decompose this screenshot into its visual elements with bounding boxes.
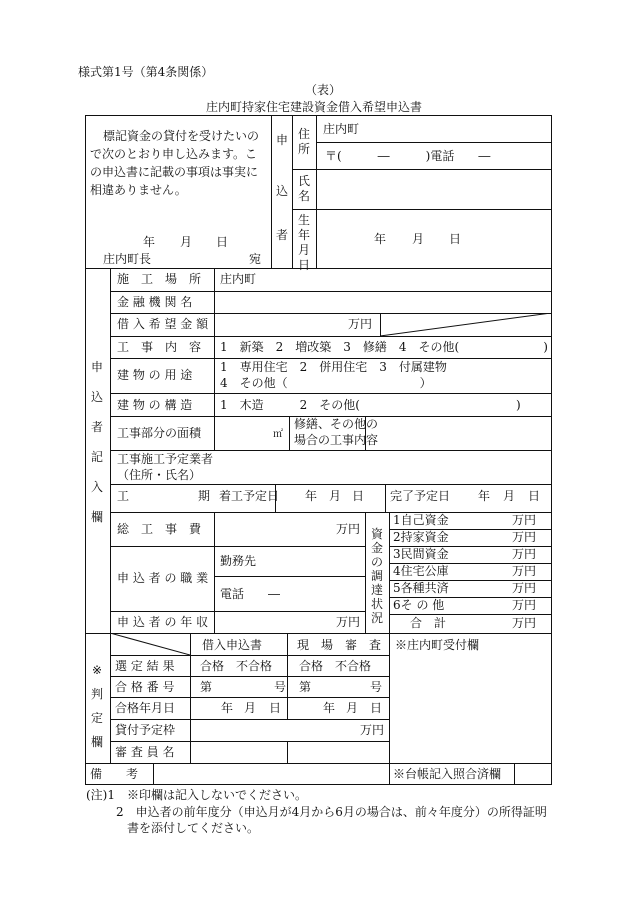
start-day: 日 xyxy=(352,489,365,503)
side-label: （表） xyxy=(305,83,342,97)
funding-unit: 万円 xyxy=(512,616,537,630)
date-year-label: 年 xyxy=(143,235,156,249)
funding-item: 4住宅公庫 xyxy=(393,564,449,578)
loan-label: 借 入 希 望 金 額 xyxy=(117,317,209,331)
pass-date-year: 年 xyxy=(323,701,336,715)
ledger-label: ※台帳記入照合済欄 xyxy=(393,767,502,781)
site-value: 庄内町 xyxy=(220,272,257,286)
postal-phone-field[interactable]: 〒( ― )電話 ― xyxy=(325,149,491,163)
funding-item: 5各種共済 xyxy=(393,581,449,595)
funding-unit: 万円 xyxy=(512,598,537,612)
pass-date-day: 日 xyxy=(269,701,282,715)
note: 2 申込者の前年度分（申込月が4月から6月の場合は、前々年度分）の所得証明 xyxy=(116,805,547,819)
income-label: 申 込 者 の 年 収 xyxy=(117,615,209,629)
applicant-label: 申 xyxy=(275,133,288,147)
dob-label: 生 年 月 日 xyxy=(297,213,310,272)
funding-unit: 万円 xyxy=(512,581,537,595)
period-label: 工 xyxy=(117,489,130,503)
note: (注)1 ※印欄は記入しないでください。 xyxy=(86,788,307,802)
phone-label: 電話 ― xyxy=(220,587,281,601)
remarks-label: 備 考 xyxy=(90,767,139,781)
end-day: 日 xyxy=(528,489,541,503)
occupation-label: 申 込 者 の 職 業 xyxy=(117,571,209,585)
pass-date-label: 合格年月日 xyxy=(115,701,176,715)
application-text-line: 相違ありません。 xyxy=(90,183,187,197)
entry-section-label: 申 込 者 記 入 欄 xyxy=(90,360,103,524)
town-receipt-label: ※庄内町受付欄 xyxy=(395,638,480,652)
date-month-label: 月 xyxy=(180,235,193,249)
usage-options-line2[interactable]: 4 その他（ ） xyxy=(220,376,432,390)
pass-date-month: 月 xyxy=(244,701,257,715)
site-label: 施 工 場 所 xyxy=(117,272,202,286)
area-unit: ㎡ xyxy=(273,429,283,440)
funding-item: 6そ の 他 xyxy=(393,598,445,612)
usage-label: 建 物 の 用 途 xyxy=(117,368,193,382)
pass-fail: 合格 不合格 xyxy=(299,659,372,673)
usage-options-line1[interactable]: 1 専用住宅 2 併用住宅 3 付属建物 xyxy=(220,360,447,374)
applicant-label: 込 xyxy=(275,184,288,198)
name-label: 氏 名 xyxy=(297,174,310,203)
area-label: 工事部分の面積 xyxy=(117,426,202,440)
funding-item: 2持家資金 xyxy=(393,530,449,544)
dob-year: 年 xyxy=(374,232,387,246)
structure-label: 建 物 の 構 造 xyxy=(117,398,193,412)
application-text-line: 標記資金の貸付を受けたいの xyxy=(103,129,260,143)
end-year: 年 xyxy=(478,489,491,503)
period-label: 期 xyxy=(198,489,211,503)
loan-plan-label: 貸付予定枠 xyxy=(115,723,176,737)
funding-label: 資 金 の 調 達 状 況 xyxy=(370,527,383,625)
diagonal-slash xyxy=(110,633,190,655)
workplace-label: 勤務先 xyxy=(220,554,257,568)
addressee-suffix: 宛 xyxy=(249,252,262,266)
start-year: 年 xyxy=(305,489,318,503)
applicant-label: 者 xyxy=(275,228,288,242)
repair-label: 修繕、その他の xyxy=(294,417,379,431)
loan-unit: 万円 xyxy=(348,317,373,331)
judgment-section-label: ※ 判 定 欄 xyxy=(90,663,103,749)
pass-date-day: 日 xyxy=(370,701,383,715)
funding-unit: 万円 xyxy=(512,547,537,561)
application-text-line: で次のとおり申し込みます。こ xyxy=(90,147,258,161)
funding-unit: 万円 xyxy=(512,564,537,578)
dob-day: 日 xyxy=(449,232,462,246)
structure-options[interactable]: 1 木造 2 その他( ) xyxy=(220,398,521,412)
funding-unit: 万円 xyxy=(512,530,537,544)
work-options[interactable]: 1 新築 2 増改築 3 修繕 4 その他( ) xyxy=(220,340,548,354)
funding-total: 合 計 xyxy=(410,616,447,630)
number-prefix: 第 xyxy=(200,680,213,694)
start-date-label: 着工予定日 xyxy=(219,489,280,503)
contractor-label: （住所・氏名） xyxy=(117,468,202,482)
bank-label: 金 融 機 関 名 xyxy=(117,295,193,309)
dob-month: 月 xyxy=(412,232,425,246)
loan-plan-unit: 万円 xyxy=(360,723,385,737)
application-text-line: の申込書に記載の事項は事実に xyxy=(90,165,259,179)
address-value: 庄内町 xyxy=(323,122,360,136)
funding-unit: 万円 xyxy=(512,513,537,527)
date-day-label: 日 xyxy=(216,235,229,249)
number-prefix: 第 xyxy=(299,680,312,694)
total-cost-label: 総 工 事 費 xyxy=(117,522,202,536)
number-suffix: 号 xyxy=(274,680,287,694)
start-month: 月 xyxy=(329,489,342,503)
note: 書を添付してください。 xyxy=(127,821,260,835)
repair-label: 場合の工事内容 xyxy=(294,433,379,447)
total-cost-unit: 万円 xyxy=(336,522,361,536)
pass-fail: 合格 不合格 xyxy=(200,659,273,673)
number-suffix: 号 xyxy=(370,680,383,694)
examiner-label: 審 査 員 名 xyxy=(115,745,175,759)
funding-item: 1自己資金 xyxy=(393,513,449,527)
pass-date-year: 年 xyxy=(221,701,234,715)
address-label: 住 所 xyxy=(297,127,310,156)
diagonal-slash xyxy=(380,313,551,336)
work-label: 工 事 内 容 xyxy=(117,340,202,354)
form-id: 様式第1号（第4条関係） xyxy=(78,65,214,79)
pass-date-month: 月 xyxy=(346,701,359,715)
end-date-label: 完了予定日 xyxy=(390,489,451,503)
funding-item: 3民間資金 xyxy=(393,547,449,561)
selection-result-label: 選 定 結 果 xyxy=(115,659,175,673)
addressee: 庄内町長 xyxy=(103,252,152,266)
contractor-label: 工事施工予定業者 xyxy=(117,452,214,466)
end-month: 月 xyxy=(503,489,516,503)
income-unit: 万円 xyxy=(336,615,361,629)
pass-number-label: 合 格 番 号 xyxy=(115,680,175,694)
col-loan-application: 借入申込書 xyxy=(202,638,263,652)
form-title: 庄内町持家住宅建設資金借入希望申込書 xyxy=(206,100,423,114)
col-site-inspection: 現 場 審 査 xyxy=(297,638,382,652)
